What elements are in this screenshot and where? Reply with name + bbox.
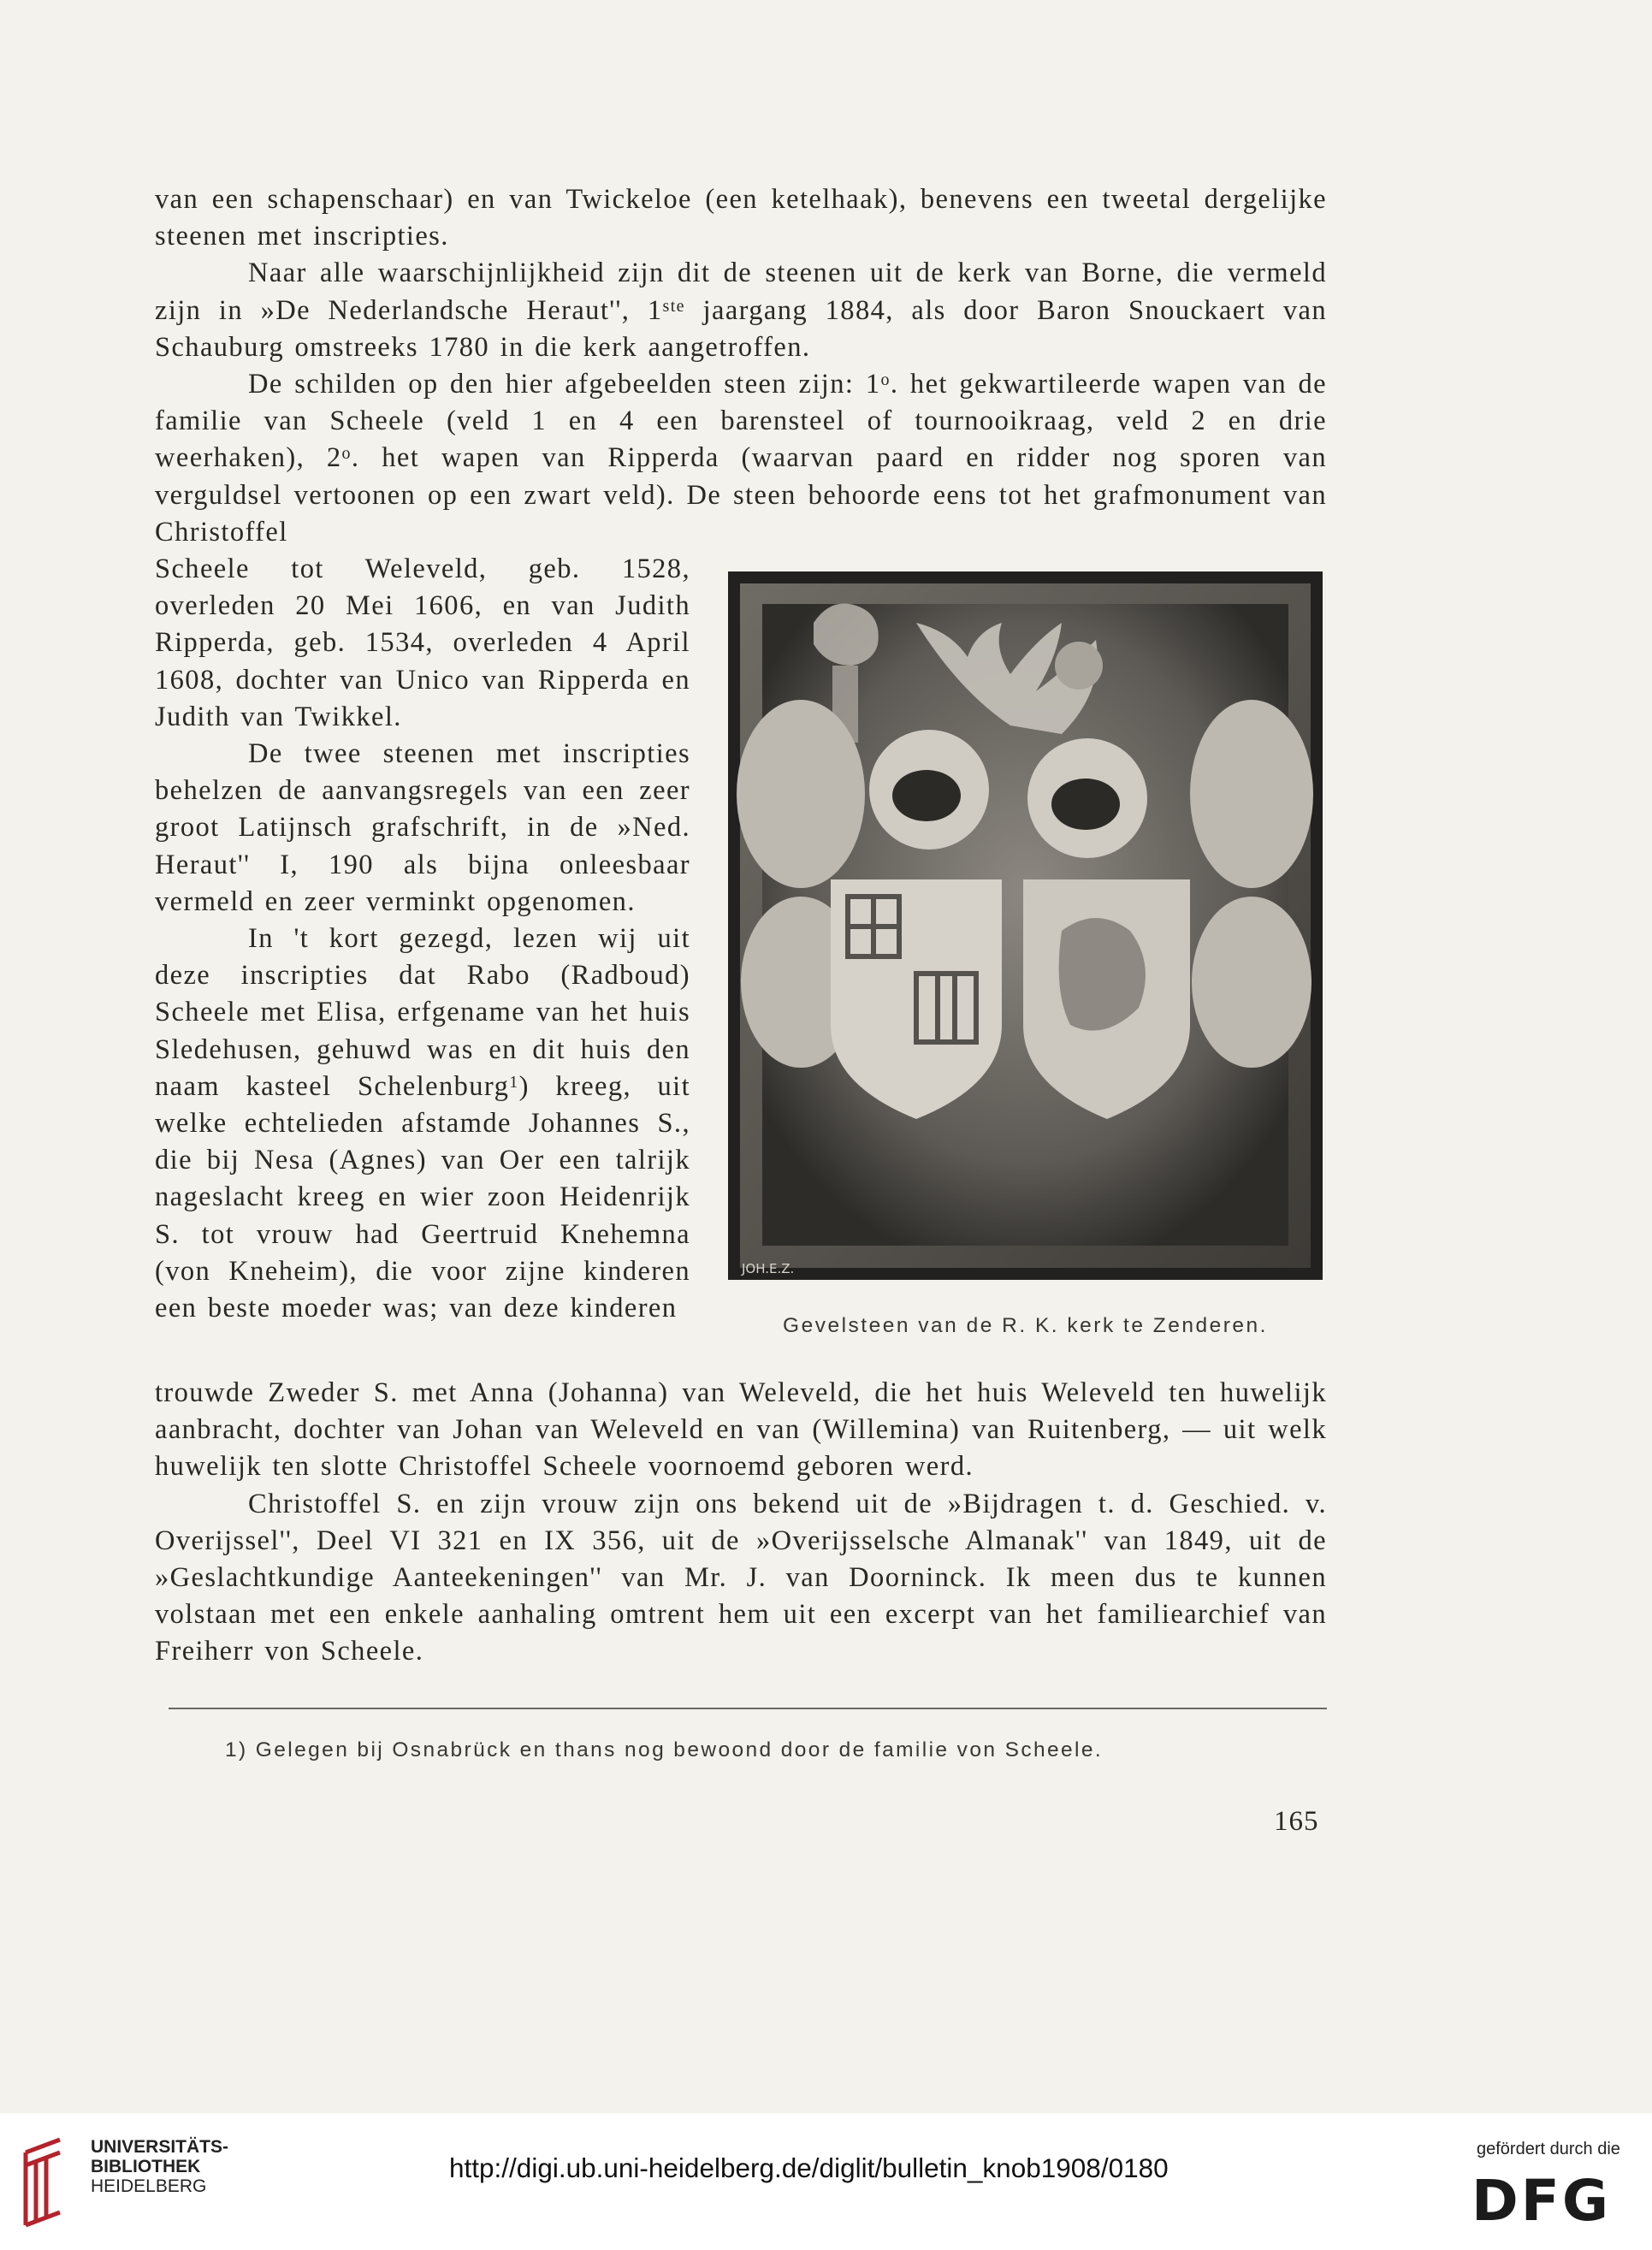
university-library-logo-icon[interactable]	[17, 2135, 77, 2229]
footnote-divider	[169, 1708, 1327, 1709]
left-column-text	[155, 551, 690, 1327]
paragraph-2	[155, 255, 1327, 366]
paragraph-5-text-a: In 't kort gezegd, lezen wij uit deze inscripties dat Rabo (Radboud) Scheele met Elisa, erfgename van het huis Sledehusen, gehuwd was en dit huis den naam kasteel Schelenburg	[155, 923, 690, 1102]
paragraph-2-text-a: Naar alle waarschijnlijkheid zijn dit de steenen uit de kerk van Borne, die vermeld zijn in »De Nederlandsche Heraut'',	[155, 258, 1327, 326]
main-text-bottom	[155, 1375, 1327, 1671]
library-name[interactable]	[91, 2137, 228, 2196]
main-text-top	[155, 181, 1327, 551]
paragraph-2-text-b: jaargang 1884, als door Baron Snouckaert van Schauburg omstreeks 1780 in die kerk aangetroffen.	[155, 294, 1327, 363]
paragraph-3-continued-text: Scheele tot Weleveld, geb. 1528, overleden 20 Mei 1606, en van Judith Ripperda, geb. 1534, overleden 4 April 1608, dochter van Unico van Ripperda en Judith van Twikkel.	[155, 554, 690, 732]
paragraph-5-continued	[155, 1375, 1327, 1486]
paragraph-3-text-c: . het wapen van Ripperda (waarvan paard en ridder nog sporen van verguldsel vertoonen op een zwart veld). De steen behoorde eens tot het grafmonument van Christoffel	[155, 442, 1327, 548]
ordinal-suffix: o	[341, 444, 352, 464]
paragraph-3-text-b: . het gekwartileerde wapen van de familie van Scheele (veld 1 en 4 een barensteel of tournooikraag, veld 2 en drie weerhaken), 2	[155, 369, 1327, 474]
library-name-line-2: BIBLIOTHEK	[91, 2157, 201, 2176]
sponsor-label: gefördert durch die	[1477, 2140, 1620, 2158]
figure-caption: Gevelsteen van de R. K. kerk te Zenderen.	[783, 1314, 1268, 1337]
paragraph-1	[155, 181, 1327, 255]
coat-of-arms-photo	[728, 571, 1323, 1280]
library-name-line-3: HEIDELBERG	[91, 2176, 207, 2196]
paragraph-4-text: De twee steenen met inscripties behelzen de aanvangsregels van een zeer groot Latijnsch grafschrift, in de »Ned. Heraut'' I, 190 als bijna onleesbaar vermeld en zeer verminkt opgenomen.	[155, 738, 690, 917]
paragraph-5-text-b: ) kreeg, uit welke echtelieden afstamde Johannes S., die bij Nesa (Agnes) van Oer een talrijk nageslacht kreeg en wier zoon Heidenrijk S. tot vrouw had Geertruid Knehemna (von Kneheim), die voor zijne kinderen een beste moeder was; van deze kinderen	[155, 1070, 690, 1324]
ordinal-suffix: o	[880, 370, 891, 390]
paragraph-1-text: van een schapenschaar) en van Twickeloe (een ketelhaak), benevens een tweetal dergelijke steenen met inscripties.	[155, 184, 1327, 252]
ordinal-number: 1	[647, 294, 663, 326]
paragraph-4	[155, 736, 690, 921]
footnote-reference[interactable]: 1	[509, 1072, 519, 1092]
paragraph-6-text: Christoffel S. en zijn vrouw zijn ons bekend uit de »Bijdragen t. d. Geschied. v. Overijssel'', Deel VI 321 en IX 356, uit de »Overijsselsche Almanak'' van 1849, uit de »Geslachtkundige Aanteekeningen'' van Mr. J. van Doorninck. Ik meen dus te kunnen volstaan met een enkele aanhaling omtrent hem uit een excerpt van het familiearchief van Freiherr von Scheele.	[155, 1488, 1327, 1667]
paragraph-3-continued	[155, 551, 690, 736]
permalink-url[interactable]: http://digi.ub.uni-heidelberg.de/diglit/bulletin_knob1908/0180	[449, 2152, 1169, 2183]
dfg-logo[interactable]: DFG	[1471, 2168, 1612, 2234]
paragraph-3-text-a: De schilden op den hier afgebeelden steen zijn: 1	[248, 369, 881, 400]
paragraph-6	[155, 1486, 1327, 1671]
paragraph-5	[155, 921, 690, 1327]
page-number: 165	[1274, 1806, 1319, 1837]
footnote: 1) Gelegen bij Osnabrück en thans nog bewoond door de familie von Scheele.	[225, 1738, 1104, 1762]
paragraph-5-continued-text: trouwde Zweder S. met Anna (Johanna) van Weleveld, die het huis Weleveld ten huwelijk aanbracht, dochter van Johan van Weleveld en van (Willemina) van Ruitenberg, — uit welk huwelijk ten slotte Christoffel Scheele voornoemd geboren werd.	[155, 1377, 1327, 1483]
signature-text: JOH.E.Z.	[742, 1261, 795, 1276]
library-name-line-1: UNIVERSITÄTS-	[91, 2137, 229, 2157]
ordinal-suffix: ste	[662, 296, 685, 316]
paragraph-3	[155, 366, 1327, 551]
